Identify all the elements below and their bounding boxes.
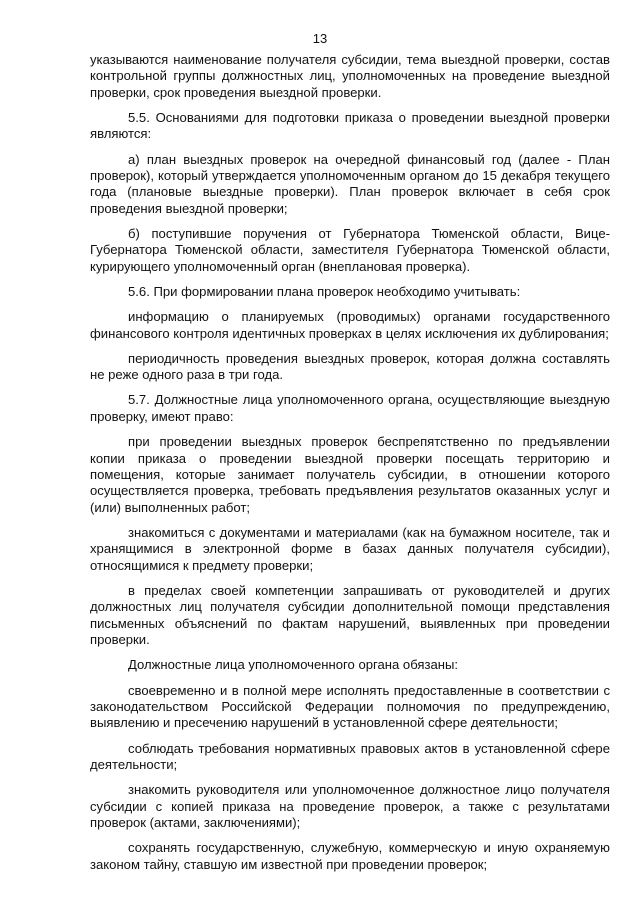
paragraph-obligations-heading: Должностные лица уполномоченного органа обязаны: [128,657,459,673]
paragraph-5-5: 5.5. Основаниями для подготовки приказа о проведении выездной проверки являются: [90,110,610,142]
paragraph-continuation: указываются наименование получателя субсидии, тема выездной проверки, состав контрольной группы должностных лиц, уполномоченных на проведение выездной проверки, срок проведения выездной проверки. [90,52,610,100]
page-number: 13 [312,31,328,46]
paragraph-5-7-right-3: в пределах своей компетенции запрашивать от руководителей и других должностных лиц получателя субсидии дополнительной помощи представления письменных объяснений по фактам нарушений, выявленных при проведении проверки. [90,582,610,648]
paragraph-5-6: 5.6. При формировании плана проверок необходимо учитывать: [128,284,521,300]
document-body [90,52,610,882]
paragraph-obligation-4: сохранять государственную, служебную, коммерческую и иную охраняемую законом тайну, ставшую им известной при проведении проверок; [90,840,610,872]
paragraph-obligation-2: соблюдать требования нормативных правовых актов в установленной сфере деятельности; [90,740,610,772]
paragraph-5-5-a: а) план выездных проверок на очередной финансовый год (далее - План проверок), который утверждается уполномоченным органом до 15 декабря текущего года (плановые выездные проверки). План проверок включает в себя срок проведения выездной проверки; [90,151,610,216]
paragraph-obligation-1: своевременно и в полной мере исполнять предоставленные в соответствии с законодательством Российской Федерации полномочия по предупреждению, выявлению и пресечению нарушений в установленной сфере деятельности; [90,682,610,731]
paragraph-obligation-3: знакомить руководителя или уполномоченное должностное лицо получателя субсидии с копией приказа на проведение проверок, а также с результатами проверок (актами, заключениями); [90,782,610,830]
paragraph-5-5-b: б) поступившие поручения от Губернатора Тюменской области, Вице-Губернатора Тюменской области, заместителя Губернатора Тюменской области, курирующего уполномоченный орган (внеплановая проверка). [90,226,610,274]
paragraph-5-7-right-1: при проведении выездных проверок беспрепятственно по предъявлении копии приказа о проведении выездной проверки посещать территорию и помещения, которые занимает получатель субсидии, в отношении которого осуществляется проверка, требовать предъявления результатов оказанных услуг и (или) выполненных работ; [90,434,610,515]
paragraph-5-7-right-2: знакомиться с документами и материалами (как на бумажном носителе, так и хранящимися в электронной форме в базах данных получателя субсидии), относящимися к предмету проверки; [90,524,610,573]
paragraph-5-7: 5.7. Должностные лица уполномоченного органа, осуществляющие выездную проверку, имеют право: [90,392,610,424]
paragraph-5-6-item-1: информацию о планируемых (проводимых) органами государственного финансового контроля идентичных проверках в целях исключения их дублирования; [90,309,610,341]
paragraph-5-6-item-2: периодичность проведения выездных проверок, которая должна составлять не реже одного раза в три года. [90,350,610,383]
